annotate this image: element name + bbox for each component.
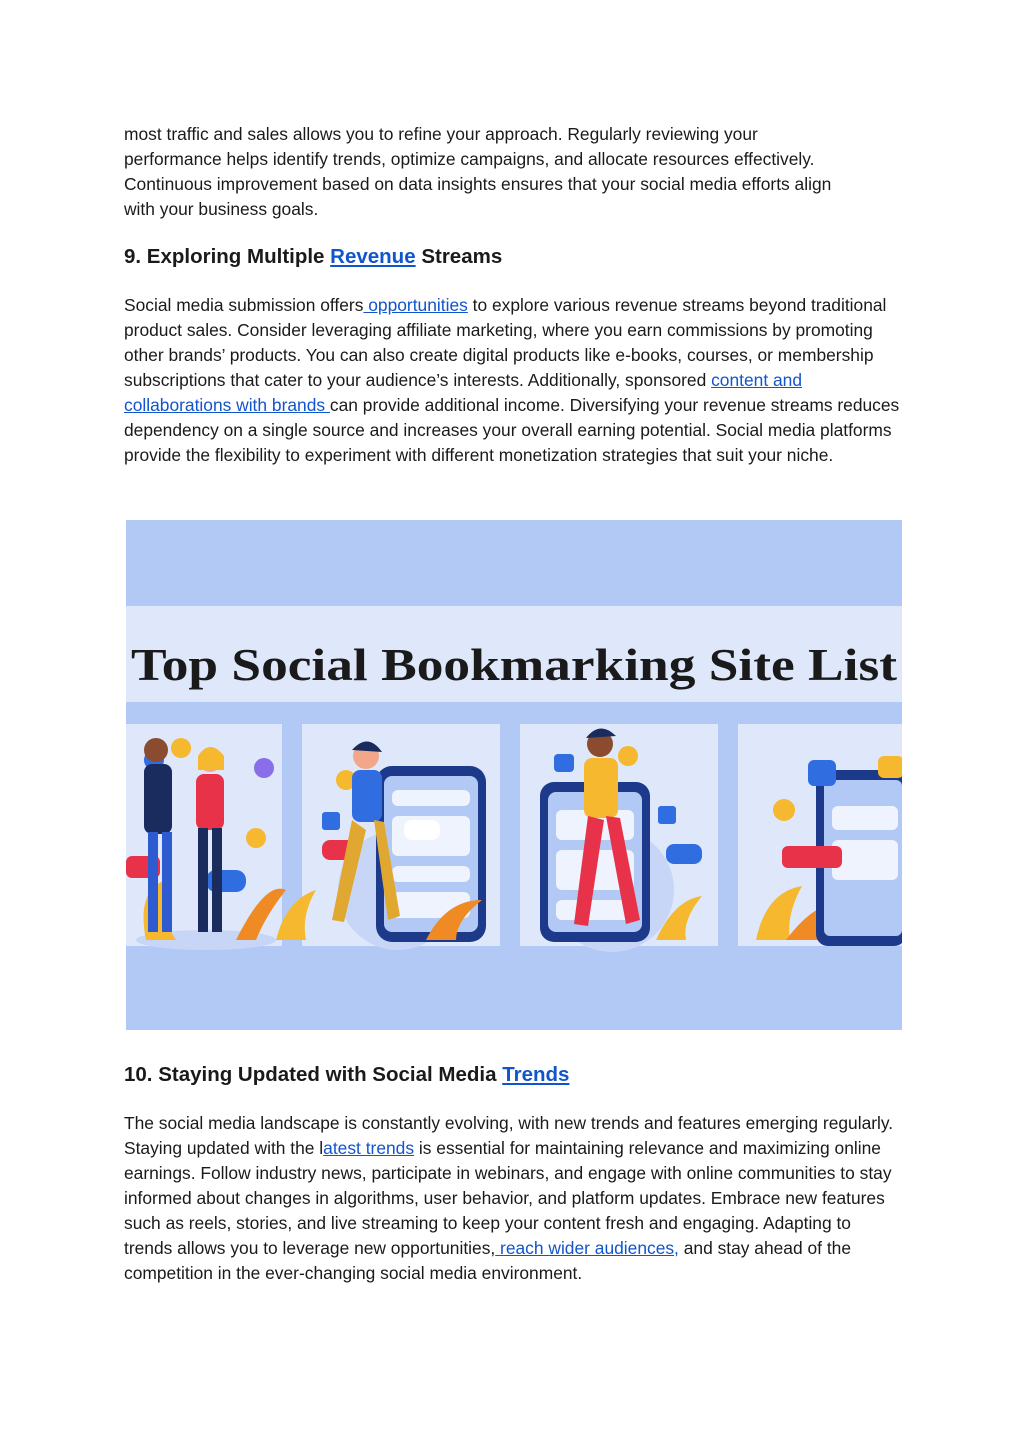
chat-bubble [666,844,702,864]
panel-divider [500,724,520,946]
intro-line: performance helps identify trends, optimize campaigns, and allocate resources effectively. [124,149,815,169]
revenue-link[interactable]: Revenue [330,245,416,268]
panel-divider [718,724,738,946]
facebook-icon [658,806,676,824]
opportunities-link[interactable]: opportunities [363,295,468,315]
twitter-icon [808,760,836,786]
paragraph-text: Social media submission offers [124,295,364,315]
paragraph-text: is essential for maintaining relevance and maximizing online earnings. Follow industry news, participate in webinars, and engage with online communities to stay informed about changes in algorithms, user behavior, and platform updates. Embrace new features such as reels, stories, and live streaming to keep your content fresh and engaging. Adapting to trends allows you to leverage new opportunities, [124,1138,892,1258]
paragraph-text: to explore various revenue streams beyond traditional product sales. Consider leveraging affiliate marketing, where you earn commissions by promoting other brands’ products. You can also create digital products like e-books, courses, or membership subscriptions that cater to your audience’s interests. Additionally, sponsored [124,295,887,390]
emoji-icon [171,738,191,758]
intro-paragraph [124,122,904,222]
banner-title: Top Social Bookmarking Site List [131,639,898,690]
section-10-heading [124,1061,569,1089]
illustration-svg [126,520,902,1030]
trends-link[interactable]: Trends [502,1063,570,1086]
reach-wider-audiences-link[interactable]: reach wider audiences, [495,1238,679,1258]
latest-trends-link[interactable]: atest trends [323,1138,415,1158]
intro-line: Continuous improvement based on data insights ensures that your social media efforts align [124,174,832,194]
section-9-paragraph [124,293,904,468]
intro-line: with your business goals. [124,199,319,219]
emoji-icon [773,799,795,821]
emoji-icon [618,746,638,766]
facebook-icon [322,812,340,830]
content-collaborations-link[interactable]: content and collaborations with brands [124,370,803,415]
heading-text: Streams [415,245,503,268]
likes-bubble [782,846,842,868]
paragraph-text: can provide additional income. Diversifying your revenue streams reduces dependency on a single source and increases your overall earning potential. Social media platforms provide the flexibility to experiment with different monetization strategies that suit your niche. [124,395,900,465]
couple-scene [126,738,286,950]
message-icon [254,758,274,778]
heading-text: 10. Staying Updated with Social Media [124,1063,503,1086]
social-bookmarking-illustration [126,520,902,1030]
paragraph-text: and stay ahead of the competition in the ever-changing social media environment. [124,1238,851,1283]
chat-bubble [878,756,902,778]
paragraph-text: The social media landscape is constantly evolving, with new trends and features emerging regularly. Staying updated with the l [124,1113,894,1158]
section-9-heading [124,243,502,271]
section-10-paragraph [124,1111,904,1286]
twitter-icon [554,754,574,772]
heading-text: 9. Exploring Multiple [124,245,331,268]
intro-line: most traffic and sales allows you to refine your approach. Regularly reviewing your [124,124,758,144]
snapchat-icon [246,828,266,848]
